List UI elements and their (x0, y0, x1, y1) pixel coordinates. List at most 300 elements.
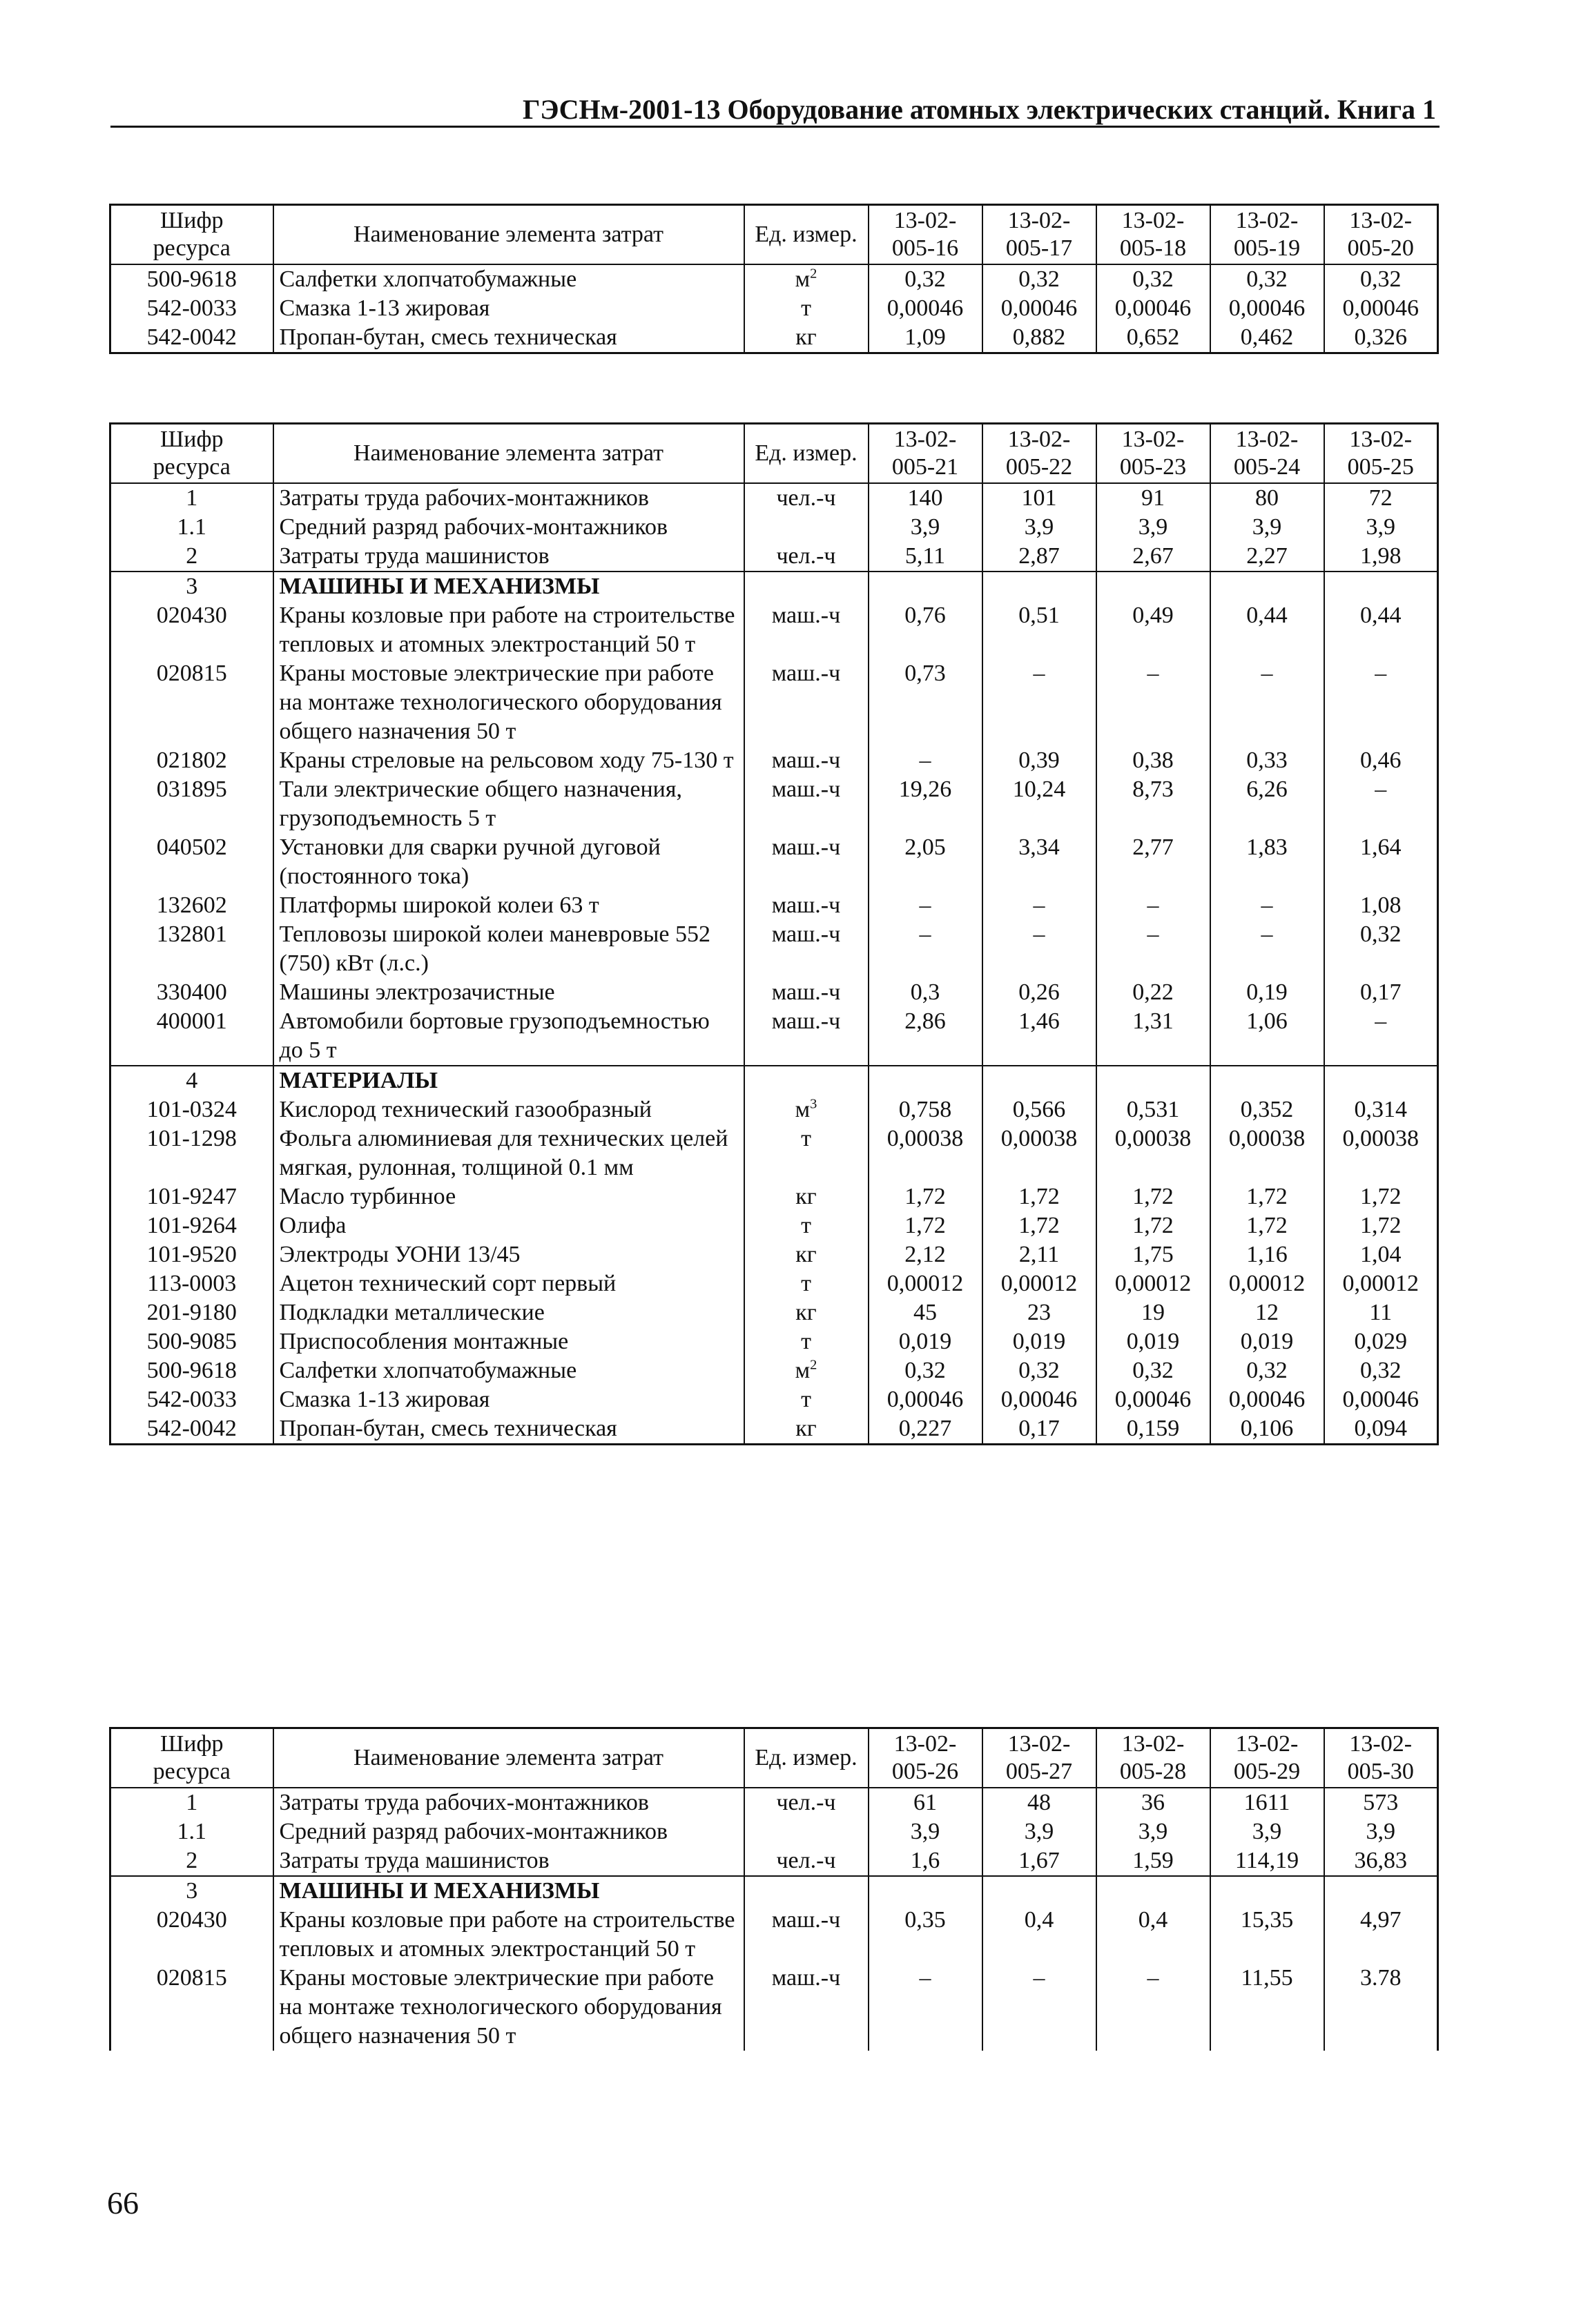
value-cell: 0,00038 (1210, 1124, 1324, 1182)
value-cell: 1,67 (982, 1846, 1096, 1876)
resource-code: 020430 (110, 601, 273, 659)
value-cell: 1,08 (1324, 891, 1438, 920)
value-cell: 0,00046 (1210, 1385, 1324, 1414)
column-header-code-4: 13-02-005-29 (1210, 1728, 1324, 1788)
resource-code: 542-0033 (110, 1385, 273, 1414)
value-cell: – (1096, 659, 1210, 746)
unit-cell: маш.-ч (744, 833, 869, 891)
resource-name: Пропан-бутан, смесь техническая (273, 323, 744, 353)
table-row (110, 920, 1438, 978)
value-cell: 3,9 (1324, 513, 1438, 542)
value-cell: 0,531 (1096, 1095, 1210, 1124)
table-row (110, 513, 1438, 542)
unit-cell: маш.-ч (744, 1964, 869, 2051)
unit-cell: кг (744, 1240, 869, 1269)
value-cell (1096, 1066, 1210, 1095)
value-cell: 0,00046 (1324, 1385, 1438, 1414)
value-cell: 0,32 (1096, 264, 1210, 294)
value-cell: 0,00038 (1096, 1124, 1210, 1182)
value-cell: 0,00046 (982, 1385, 1096, 1414)
value-cell: 11,55 (1210, 1964, 1324, 2051)
column-header-code-2: 13-02-005-27 (982, 1728, 1096, 1788)
value-cell: 1,64 (1324, 833, 1438, 891)
value-cell: 0,39 (982, 746, 1096, 775)
value-cell: 0,4 (982, 1906, 1096, 1964)
resource-code: 542-0033 (110, 294, 273, 323)
resource-code: 132801 (110, 920, 273, 978)
value-cell: 8,73 (1096, 775, 1210, 833)
value-cell: 0,32 (982, 1356, 1096, 1385)
resource-name: Салфетки хлопчатобумажные (273, 1356, 744, 1385)
table-row (110, 1356, 1438, 1385)
unit-cell: маш.-ч (744, 601, 869, 659)
column-header-code-3: 13-02-005-18 (1096, 205, 1210, 265)
resource-code: 201-9180 (110, 1298, 273, 1327)
value-cell (1096, 572, 1210, 601)
value-cell: 0,76 (869, 601, 982, 659)
value-cell: 0,51 (982, 601, 1096, 659)
column-header-name: Наименование элемента затрат (273, 1728, 744, 1788)
value-cell: 19,26 (869, 775, 982, 833)
resource-name: Смазка 1-13 жировая (273, 1385, 744, 1414)
value-cell: 1,75 (1096, 1240, 1210, 1269)
value-cell: 36,83 (1324, 1846, 1438, 1876)
value-cell: 0,019 (982, 1327, 1096, 1356)
value-cell (982, 572, 1096, 601)
value-cell: 0,00038 (1324, 1124, 1438, 1182)
table-row (110, 1298, 1438, 1327)
value-cell: 6,26 (1210, 775, 1324, 833)
resource-code: 031895 (110, 775, 273, 833)
value-cell: 0,73 (869, 659, 982, 746)
value-cell: 0,32 (1324, 264, 1438, 294)
table-row (110, 1414, 1438, 1445)
value-cell: 0,32 (869, 1356, 982, 1385)
unit-cell: маш.-ч (744, 978, 869, 1007)
value-cell: 0,32 (1096, 1356, 1210, 1385)
value-cell: 2,12 (869, 1240, 982, 1269)
value-cell: 1,72 (1324, 1182, 1438, 1211)
value-cell: 0,00038 (869, 1124, 982, 1182)
resource-table-3 (109, 1727, 1439, 2051)
column-header-name: Наименование элемента затрат (273, 424, 744, 484)
value-cell: – (869, 920, 982, 978)
table-row (110, 483, 1438, 513)
value-cell: 10,24 (982, 775, 1096, 833)
value-cell: 0,32 (1210, 1356, 1324, 1385)
value-cell (869, 572, 982, 601)
unit-cell: кг (744, 1298, 869, 1327)
value-cell: 0,22 (1096, 978, 1210, 1007)
resource-code: 101-9264 (110, 1211, 273, 1240)
value-cell: 3,9 (1210, 1817, 1324, 1846)
value-cell: 0,566 (982, 1095, 1096, 1124)
resource-code: 500-9085 (110, 1327, 273, 1356)
value-cell: – (982, 1964, 1096, 2051)
value-cell: 0,44 (1210, 601, 1324, 659)
value-cell: 0,26 (982, 978, 1096, 1007)
table-row (110, 833, 1438, 891)
value-cell: 2,77 (1096, 833, 1210, 891)
table-header-row (110, 205, 1438, 265)
resource-name: Платформы широкой колеи 63 т (273, 891, 744, 920)
value-cell: 36 (1096, 1788, 1210, 1817)
value-cell: 3,9 (1210, 513, 1324, 542)
unit-cell (744, 1817, 869, 1846)
section-title: МАШИНЫ И МЕХАНИЗМЫ (273, 572, 744, 601)
value-cell: 0,106 (1210, 1414, 1324, 1445)
value-cell (1210, 572, 1324, 601)
value-cell: 0,094 (1324, 1414, 1438, 1445)
value-cell: 61 (869, 1788, 982, 1817)
table-row (110, 1846, 1438, 1876)
resource-name: Краны стреловые на рельсовом ходу 75-130 т (273, 746, 744, 775)
value-cell: 0,00046 (982, 294, 1096, 323)
value-cell: 0,32 (1324, 1356, 1438, 1385)
value-cell: 2,86 (869, 1007, 982, 1066)
column-header-code: Шифр ресурса (110, 424, 273, 484)
unit-cell: маш.-ч (744, 1007, 869, 1066)
resource-code: 132602 (110, 891, 273, 920)
value-cell: 80 (1210, 483, 1324, 513)
value-cell: 91 (1096, 483, 1210, 513)
table-row (110, 1327, 1438, 1356)
unit-cell: кг (744, 1182, 869, 1211)
resource-code: 021802 (110, 746, 273, 775)
value-cell: 0,00046 (1096, 294, 1210, 323)
value-cell: 0,46 (1324, 746, 1438, 775)
value-cell (1324, 572, 1438, 601)
resource-code: 101-1298 (110, 1124, 273, 1182)
value-cell: 1,31 (1096, 1007, 1210, 1066)
value-cell: 0,227 (869, 1414, 982, 1445)
column-header-code-1: 13-02-005-26 (869, 1728, 982, 1788)
value-cell: 0,17 (1324, 978, 1438, 1007)
resource-code: 542-0042 (110, 1414, 273, 1445)
value-cell (1324, 1066, 1438, 1095)
value-cell: 1,6 (869, 1846, 982, 1876)
value-cell: 2,05 (869, 833, 982, 891)
value-cell: 0,00012 (1324, 1269, 1438, 1298)
value-cell: 1,98 (1324, 542, 1438, 572)
column-header-code: Шифр ресурса (110, 205, 273, 265)
value-cell: 72 (1324, 483, 1438, 513)
document-header: ГЭСНм-2001-13 Оборудование атомных электрических станций. Книга 1 (522, 94, 1436, 125)
value-cell (982, 1876, 1096, 1906)
resource-code: 101-0324 (110, 1095, 273, 1124)
resource-name: Затраты труда рабочих-монтажников (273, 483, 744, 513)
value-cell: 0,44 (1324, 601, 1438, 659)
value-cell: 5,11 (869, 542, 982, 572)
column-header-code-3: 13-02-005-28 (1096, 1728, 1210, 1788)
value-cell: 0,4 (1096, 1906, 1210, 1964)
value-cell: 0,00046 (869, 1385, 982, 1414)
value-cell: 1,72 (1210, 1211, 1324, 1240)
resource-table-1 (109, 204, 1439, 354)
value-cell: 0,652 (1096, 323, 1210, 353)
resource-code: 330400 (110, 978, 273, 1007)
unit-cell (744, 572, 869, 601)
resource-name: Средний разряд рабочих-монтажников (273, 513, 744, 542)
resource-code: 1.1 (110, 1817, 273, 1846)
unit-cell: чел.-ч (744, 1846, 869, 1876)
value-cell: – (1210, 891, 1324, 920)
resource-name: Приспособления монтажные (273, 1327, 744, 1356)
unit-cell: чел.-ч (744, 483, 869, 513)
value-cell: 2,27 (1210, 542, 1324, 572)
table-row (110, 775, 1438, 833)
value-cell: 1,46 (982, 1007, 1096, 1066)
value-cell: 0,32 (1210, 264, 1324, 294)
resource-code: 020815 (110, 1964, 273, 2051)
resource-code: 1 (110, 1788, 273, 1817)
section-row (110, 572, 1438, 601)
resource-name: Кислород технический газообразный (273, 1095, 744, 1124)
value-cell: 3,9 (869, 1817, 982, 1846)
value-cell: 1,16 (1210, 1240, 1324, 1269)
table-row (110, 891, 1438, 920)
unit-cell: т (744, 1124, 869, 1182)
resource-name: Машины электрозачистные (273, 978, 744, 1007)
table-row (110, 1269, 1438, 1298)
value-cell: 0,00046 (1096, 1385, 1210, 1414)
resource-name: Олифа (273, 1211, 744, 1240)
column-header-name: Наименование элемента затрат (273, 205, 744, 265)
value-cell: 23 (982, 1298, 1096, 1327)
resource-code: 101-9520 (110, 1240, 273, 1269)
table-header-row (110, 424, 1438, 484)
value-cell: – (1096, 920, 1210, 978)
value-cell: 1,72 (869, 1211, 982, 1240)
value-cell: 1,83 (1210, 833, 1324, 891)
resource-name: Автомобили бортовые грузоподъемностью до 5 т (273, 1007, 744, 1066)
value-cell: 0,32 (982, 264, 1096, 294)
resource-name: Краны козловые при работе на строительстве тепловых и атомных электростанций 50 т (273, 601, 744, 659)
value-cell: 0,00012 (1210, 1269, 1324, 1298)
value-cell: 3,9 (982, 513, 1096, 542)
value-cell: 0,352 (1210, 1095, 1324, 1124)
resource-code: 101-9247 (110, 1182, 273, 1211)
value-cell: 0,33 (1210, 746, 1324, 775)
value-cell: – (1210, 920, 1324, 978)
value-cell: – (1324, 775, 1438, 833)
unit-cell: $м^3$ (744, 1095, 869, 1124)
value-cell: 0,00012 (869, 1269, 982, 1298)
unit-cell: т (744, 294, 869, 323)
unit-cell: т (744, 1327, 869, 1356)
column-header-unit: Ед. измер. (744, 424, 869, 484)
unit-cell: маш.-ч (744, 659, 869, 746)
value-cell: 0,35 (869, 1906, 982, 1964)
value-cell: – (1096, 891, 1210, 920)
unit-cell: т (744, 1269, 869, 1298)
column-header-code-2: 13-02-005-17 (982, 205, 1096, 265)
resource-name: Тепловозы широкой колеи маневровые 552 (750) кВт (л.с.) (273, 920, 744, 978)
table-row (110, 1124, 1438, 1182)
unit-cell: маш.-ч (744, 746, 869, 775)
unit-cell: т (744, 1385, 869, 1414)
value-cell: – (869, 746, 982, 775)
unit-cell: т (744, 1211, 869, 1240)
value-cell: 0,19 (1210, 978, 1324, 1007)
value-cell: 0,019 (869, 1327, 982, 1356)
value-cell: 48 (982, 1788, 1096, 1817)
header-rule (110, 126, 1440, 128)
value-cell: 0,32 (869, 264, 982, 294)
resource-code: 500-9618 (110, 1356, 273, 1385)
value-cell: 1,06 (1210, 1007, 1324, 1066)
resource-code: 020815 (110, 659, 273, 746)
value-cell (1096, 1876, 1210, 1906)
resource-code: 020430 (110, 1906, 273, 1964)
value-cell: – (982, 891, 1096, 920)
value-cell: – (1096, 1964, 1210, 2051)
value-cell: 3.78 (1324, 1964, 1438, 2051)
resource-name: Затраты труда рабочих-монтажников (273, 1788, 744, 1817)
value-cell: 0,32 (1324, 920, 1438, 978)
unit-cell: чел.-ч (744, 1788, 869, 1817)
value-cell: 0,758 (869, 1095, 982, 1124)
resource-code: 542-0042 (110, 323, 273, 353)
value-cell: 101 (982, 483, 1096, 513)
value-cell: 0,019 (1096, 1327, 1210, 1356)
column-header-code-5: 13-02-005-20 (1324, 205, 1438, 265)
table-row (110, 1211, 1438, 1240)
unit-cell: чел.-ч (744, 542, 869, 572)
resource-code: 2 (110, 1846, 273, 1876)
unit-cell: маш.-ч (744, 1906, 869, 1964)
value-cell: 1,04 (1324, 1240, 1438, 1269)
section-title: МАТЕРИАЛЫ (273, 1066, 744, 1095)
value-cell: 12 (1210, 1298, 1324, 1327)
value-cell: 0,019 (1210, 1327, 1324, 1356)
resource-name: Краны козловые при работе на строительстве тепловых и атомных электростанций 50 т (273, 1906, 744, 1964)
resource-name: Смазка 1-13 жировая (273, 294, 744, 323)
value-cell: 1,72 (1210, 1182, 1324, 1211)
value-cell: 114,19 (1210, 1846, 1324, 1876)
value-cell: 0,00046 (1324, 294, 1438, 323)
resource-name: Фольга алюминиевая для технических целей мягкая, рулонная, толщиной 0.1 мм (273, 1124, 744, 1182)
value-cell: 0,314 (1324, 1095, 1438, 1124)
column-header-code-5: 13-02-005-25 (1324, 424, 1438, 484)
resource-code: 2 (110, 542, 273, 572)
resource-code: 4 (110, 1066, 273, 1095)
resource-code: 1.1 (110, 513, 273, 542)
table-row (110, 601, 1438, 659)
value-cell: – (982, 920, 1096, 978)
value-cell: 2,67 (1096, 542, 1210, 572)
table-row (110, 1385, 1438, 1414)
value-cell: 0,00046 (869, 294, 982, 323)
unit-cell: кг (744, 1414, 869, 1445)
resource-name: Средний разряд рабочих-монтажников (273, 1817, 744, 1846)
value-cell: 0,462 (1210, 323, 1324, 353)
resource-name: Затраты труда машинистов (273, 1846, 744, 1876)
resource-name: Затраты труда машинистов (273, 542, 744, 572)
value-cell: 4,97 (1324, 1906, 1438, 1964)
value-cell: 1,72 (1324, 1211, 1438, 1240)
section-row (110, 1876, 1438, 1906)
resource-name: Электроды УОНИ 13/45 (273, 1240, 744, 1269)
value-cell: 1,59 (1096, 1846, 1210, 1876)
value-cell: 573 (1324, 1788, 1438, 1817)
table-row (110, 1788, 1438, 1817)
column-header-code-4: 13-02-005-19 (1210, 205, 1324, 265)
column-header-code-3: 13-02-005-23 (1096, 424, 1210, 484)
value-cell: 2,87 (982, 542, 1096, 572)
value-cell: 2,11 (982, 1240, 1096, 1269)
table-row (110, 746, 1438, 775)
value-cell: 3,34 (982, 833, 1096, 891)
value-cell: 1,72 (982, 1211, 1096, 1240)
resource-code: 400001 (110, 1007, 273, 1066)
table-header-row (110, 1728, 1438, 1788)
value-cell: 0,159 (1096, 1414, 1210, 1445)
column-header-unit: Ед. измер. (744, 205, 869, 265)
value-cell: 0,00038 (982, 1124, 1096, 1182)
section-row (110, 1066, 1438, 1095)
value-cell: 1611 (1210, 1788, 1324, 1817)
resource-code: 113-0003 (110, 1269, 273, 1298)
value-cell: 0,029 (1324, 1327, 1438, 1356)
value-cell: 1,09 (869, 323, 982, 353)
value-cell: 0,38 (1096, 746, 1210, 775)
table-row (110, 1964, 1438, 2051)
value-cell: 1,72 (1096, 1211, 1210, 1240)
table-row (110, 1095, 1438, 1124)
value-cell: 140 (869, 483, 982, 513)
value-cell: 0,326 (1324, 323, 1438, 353)
value-cell: 19 (1096, 1298, 1210, 1327)
resource-name: Салфетки хлопчатобумажные (273, 264, 744, 294)
unit-cell (744, 1066, 869, 1095)
value-cell: 1,72 (982, 1182, 1096, 1211)
column-header-code: Шифр ресурса (110, 1728, 273, 1788)
table-row (110, 264, 1438, 294)
table-row (110, 659, 1438, 746)
unit-cell: $м^2$ (744, 1356, 869, 1385)
column-header-code-5: 13-02-005-30 (1324, 1728, 1438, 1788)
unit-cell: маш.-ч (744, 775, 869, 833)
value-cell: – (982, 659, 1096, 746)
value-cell: – (869, 891, 982, 920)
unit-cell (744, 1876, 869, 1906)
value-cell: – (1324, 1007, 1438, 1066)
column-header-code-4: 13-02-005-24 (1210, 424, 1324, 484)
table-row (110, 1182, 1438, 1211)
table-row (110, 323, 1438, 353)
value-cell: 0,17 (982, 1414, 1096, 1445)
value-cell: – (1324, 659, 1438, 746)
value-cell: 1,72 (869, 1182, 982, 1211)
unit-cell: маш.-ч (744, 891, 869, 920)
resource-name: Установки для сварки ручной дуговой (постоянного тока) (273, 833, 744, 891)
column-header-code-1: 13-02-005-21 (869, 424, 982, 484)
table-row (110, 978, 1438, 1007)
resource-code: 1 (110, 483, 273, 513)
table-row (110, 1007, 1438, 1066)
value-cell: 1,72 (1096, 1182, 1210, 1211)
table-row (110, 542, 1438, 572)
table-row (110, 1240, 1438, 1269)
table-row (110, 294, 1438, 323)
value-cell: 15,35 (1210, 1906, 1324, 1964)
column-header-unit: Ед. измер. (744, 1728, 869, 1788)
resource-code: 500-9618 (110, 264, 273, 294)
unit-cell: маш.-ч (744, 920, 869, 978)
resource-name: Краны мостовые электрические при работе на монтаже технологического оборудования общего назначения 50 т (273, 659, 744, 746)
value-cell: – (1210, 659, 1324, 746)
